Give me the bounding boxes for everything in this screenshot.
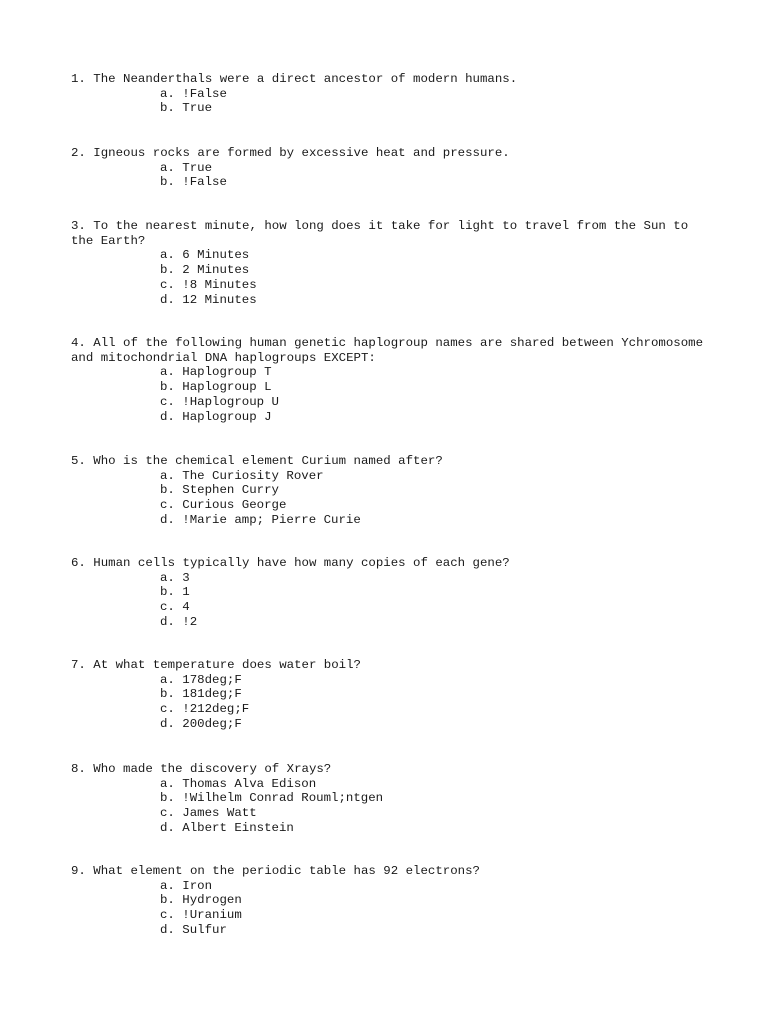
answer-option: b. Hydrogen — [160, 893, 242, 908]
answer-option: d. Haplogroup J — [160, 409, 272, 424]
question-text: 2. Igneous rocks are formed by excessive heat and pressure. — [71, 146, 510, 160]
answer-option: a. 178deg;F — [160, 672, 242, 687]
answer-option: d. !Marie amp; Pierre Curie — [160, 512, 361, 527]
answer-option: d. !2 — [160, 614, 198, 629]
answer-option: b. 181deg;F — [160, 687, 242, 702]
answer-list — [71, 777, 711, 836]
answer-option: d. 12 Minutes — [160, 292, 257, 307]
answer-option: a. Thomas Alva Edison — [160, 776, 317, 791]
question-3 — [71, 219, 711, 307]
answer-option: b. Haplogroup L — [160, 380, 272, 395]
answer-list — [71, 87, 711, 116]
answer-list — [71, 248, 711, 307]
answer-option: c. !Haplogroup U — [160, 394, 279, 409]
answer-option: a. Haplogroup T — [160, 365, 272, 380]
question-text: 8. Who made the discovery of Xrays? — [71, 762, 332, 776]
answer-option: b. True — [160, 101, 213, 116]
question-4 — [71, 336, 711, 424]
question-text: 9. What element on the periodic table has 92 electrons? — [71, 864, 480, 878]
question-5 — [71, 454, 711, 528]
answer-option: b. 2 Minutes — [160, 263, 250, 278]
answer-option: b. !Wilhelm Conrad Rouml;ntgen — [160, 791, 384, 806]
answer-list — [71, 469, 711, 528]
question-text: 1. The Neanderthals were a direct ancestor of modern humans. — [71, 72, 518, 86]
answer-option: b. 1 — [160, 585, 190, 600]
question-7 — [71, 658, 711, 732]
question-text: 3. To the nearest minute, how long does it take for light to travel from the Sun to the Earth? — [71, 219, 689, 248]
question-text: 6. Human cells typically have how many copies of each gene? — [71, 556, 510, 570]
answer-list — [71, 673, 711, 732]
answer-list — [71, 879, 711, 938]
answer-option: a. Iron — [160, 878, 213, 893]
answer-option: a. 6 Minutes — [160, 248, 250, 263]
question-9 — [71, 864, 711, 938]
answer-option: d. Sulfur — [160, 922, 227, 937]
answer-option: b. !False — [160, 175, 227, 190]
answer-option: c. !Uranium — [160, 908, 242, 923]
answer-option: c. James Watt — [160, 806, 257, 821]
answer-option: c. !8 Minutes — [160, 277, 257, 292]
answer-option: d. Albert Einstein — [160, 820, 294, 835]
question-2 — [71, 146, 711, 190]
answer-list — [71, 571, 711, 630]
answer-option: c. Curious George — [160, 498, 287, 513]
answer-option: d. 200deg;F — [160, 716, 242, 731]
question-1 — [71, 72, 711, 116]
answer-option: b. Stephen Curry — [160, 483, 279, 498]
question-6 — [71, 556, 711, 630]
question-text: 5. Who is the chemical element Curium named after? — [71, 454, 443, 468]
answer-option: c. 4 — [160, 600, 190, 615]
answer-option: a. 3 — [160, 570, 190, 585]
answer-list — [71, 365, 711, 424]
question-text: 7. At what temperature does water boil? — [71, 658, 361, 672]
answer-option: a. !False — [160, 86, 227, 101]
answer-option: a. True — [160, 160, 213, 175]
answer-option: c. !212deg;F — [160, 702, 250, 717]
answer-option: a. The Curiosity Rover — [160, 468, 324, 483]
question-text: 4. All of the following human genetic haplogroup names are shared between Ychromosome and mitochondrial DNA haplogroups EXCEPT: — [71, 336, 704, 365]
answer-list — [71, 161, 711, 190]
question-8 — [71, 762, 711, 836]
